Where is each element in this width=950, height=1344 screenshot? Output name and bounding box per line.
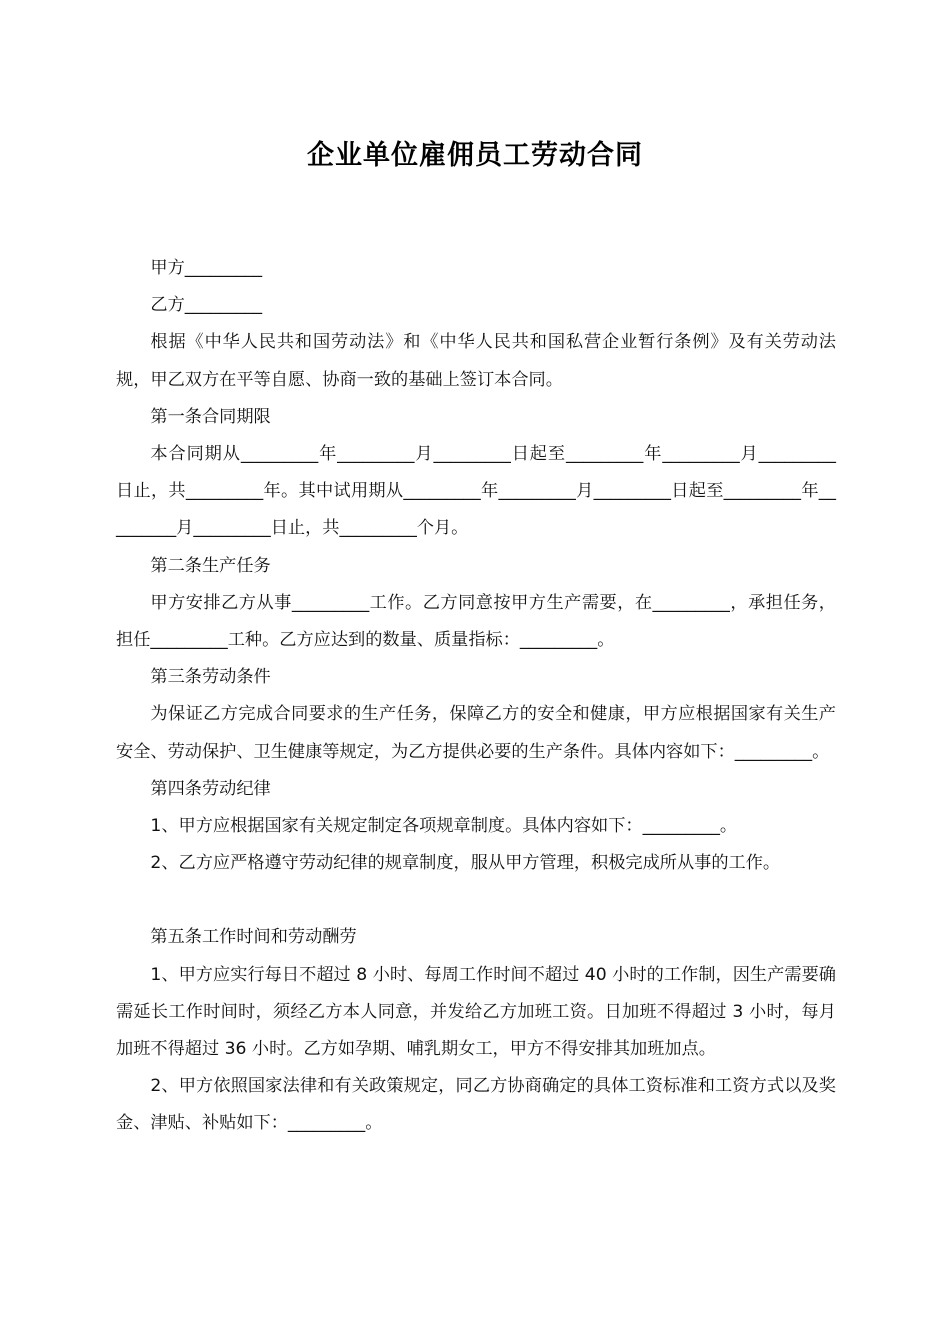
preamble-paragraph: 根据《中华人民共和国劳动法》和《中华人民共和国私营企业暂行条例》及有关劳动法规，甲乙双方在平等自愿、协商一致的基础上签订本合同。	[116, 332, 836, 390]
article-2-heading: 第二条生产任务	[150, 555, 271, 576]
article-1-paragraph: 本合同期从_________年_________月_________日起至_________年_________月_________日止，共_________年。其中试用期从_________年_________月_________日起至_________年_________月_________日止，共_________个月。	[116, 444, 836, 539]
party-b-line: 乙方_________	[150, 295, 263, 316]
article-5-item-1: 1、甲方应实行每日不超过 8 小时、每周工作时间不超过 40 小时的工作制，因生产需要确需延长工作时间时，须经乙方本人同意，并发给乙方加班工资。日加班不得超过 3 小时，每月加班不得超过 36 小时。乙方如孕期、哺乳期女工，甲方不得安排其加班加点。	[116, 964, 836, 1060]
article-1-heading: 第一条合同期限	[150, 406, 271, 427]
article-3-paragraph: 为保证乙方完成合同要求的生产任务，保障乙方的安全和健康，甲方应根据国家有关生产安全、劳动保护、卫生健康等规定，为乙方提供必要的生产条件。具体内容如下：_________。	[116, 704, 836, 762]
article-4-item-1: 1、甲方应根据国家有关规定制定各项规章制度。具体内容如下：_________。	[150, 816, 738, 837]
document-body	[116, 250, 836, 1143]
article-2-paragraph: 甲方安排乙方从事_________工作。乙方同意按甲方生产需要，在_________，承担任务，担任_________工种。乙方应达到的数量、质量指标：_________。	[116, 592, 836, 651]
party-a-line: 甲方_________	[150, 258, 263, 278]
document-title: 企业单位雇佣员工劳动合同	[307, 140, 643, 171]
article-3-heading: 第三条劳动条件	[150, 667, 271, 688]
article-5-heading: 第五条工作时间和劳动酬劳	[150, 927, 357, 948]
article-5-item-2: 2、甲方依照国家法律和有关政策规定，同乙方协商确定的具体工资标准和工资方式以及奖金、津贴、补贴如下：_________。	[116, 1076, 836, 1134]
article-4-item-2: 2、乙方应严格遵守劳动纪律的规章制度，服从甲方管理，积极完成所从事的工作。	[150, 853, 781, 874]
article-4-heading: 第四条劳动纪律	[150, 778, 271, 799]
